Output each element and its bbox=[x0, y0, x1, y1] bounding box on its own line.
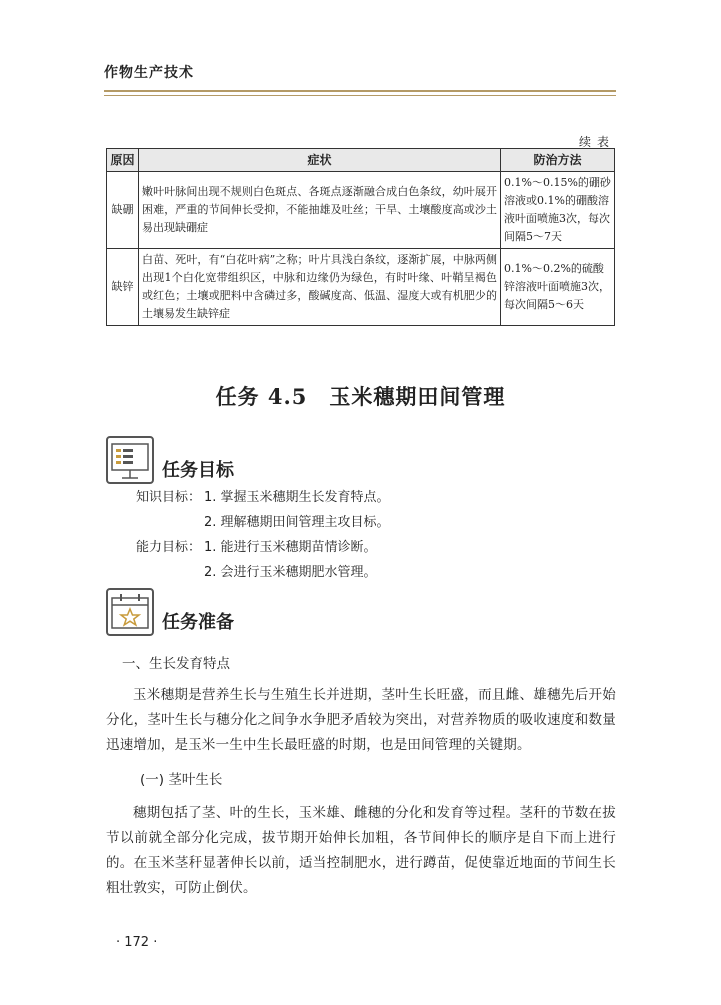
goals-heading-label: 任务目标 bbox=[162, 460, 234, 481]
table-continued-label: 续表 bbox=[578, 135, 615, 149]
treatment-cell: 0.1%～0.15%的硼砂溶液或0.1%的硼酸溶液叶面喷施3次，每次间隔5～7天 bbox=[501, 172, 615, 249]
subsection-heading: (一) 茎叶生长 bbox=[140, 772, 223, 788]
col-header-treatment: 防治方法 bbox=[501, 149, 615, 172]
symptom-cell: 嫩叶叶脉间出现不规则白色斑点、各斑点逐渐融合成白色条纹，幼叶展开困难，严重的节间伸长受抑，不能抽雄及吐丝；干旱、土壤酸度高或沙土易出现缺硼症 bbox=[139, 172, 501, 249]
deficiency-table bbox=[106, 148, 615, 326]
body-paragraph: 穗期包括了茎、叶的生长，玉米雄、雌穗的分化和发育等过程。茎秆的节数在拔节以前就全部分化完成，拔节期开始伸长加粗，各节间伸长的顺序是自下而上进行的。在玉米茎秆显著伸长以前，适当控制肥水，进行蹲苗，促使靠近地面的节间生长粗壮敦实，可防止倒伏。 bbox=[106, 805, 616, 896]
treatment-cell: 0.1%～0.2%的硫酸锌溶液叶面喷施3次，每次间隔5～6天 bbox=[501, 249, 615, 326]
header-rule bbox=[104, 90, 616, 92]
knowledge-goal-label: 知识目标： bbox=[136, 490, 202, 505]
ability-goal-item: 1. 能进行玉米穗期苗情诊断。 bbox=[204, 540, 377, 555]
table-row bbox=[107, 249, 615, 326]
page-number: · 172 · bbox=[116, 935, 158, 950]
cause-cell: 缺锌 bbox=[107, 249, 139, 326]
body-paragraph: 玉米穗期是营养生长与生殖生长并进期，茎叶生长旺盛，而且雌、雄穗先后开始分化，茎叶生长与穗分化之间争水争肥矛盾较为突出，对营养物质的吸收速度和数量迅速增加，是玉米一生中生长最旺盛的时期，也是田间管理的关键期。 bbox=[106, 687, 616, 753]
table-header-row bbox=[107, 149, 615, 172]
cause-cell: 缺硼 bbox=[107, 172, 139, 249]
presentation-board-icon bbox=[106, 436, 154, 484]
goals-heading bbox=[106, 436, 234, 484]
symptom-cell: 白苗、死叶，有“白花叶病”之称；叶片具浅白条纹，逐渐扩展，中脉两侧出现1个白化宽带组织区，中脉和边缘仍为绿色，有时叶缘、叶鞘呈褐色或红色；土壤或肥料中含磷过多，酸碱度高、低温、湿度大或有机肥少的土壤易发生缺锌症 bbox=[139, 249, 501, 326]
task-title: 任务 4.5 玉米穗期田间管理 bbox=[215, 384, 506, 409]
prep-heading-label: 任务准备 bbox=[162, 612, 234, 633]
header-rule-thin bbox=[104, 95, 616, 96]
ability-goal-label: 能力目标： bbox=[136, 540, 202, 555]
ability-goal-item: 2. 会进行玉米穗期肥水管理。 bbox=[204, 565, 377, 580]
running-title: 作物生产技术 bbox=[104, 65, 194, 81]
prep-heading bbox=[106, 588, 234, 636]
section-heading: 一、生长发育特点 bbox=[122, 656, 230, 672]
knowledge-goal-item: 1. 掌握玉米穗期生长发育特点。 bbox=[204, 490, 390, 505]
col-header-symptom: 症状 bbox=[139, 149, 501, 172]
table-row bbox=[107, 172, 615, 249]
calendar-star-icon bbox=[106, 588, 154, 636]
knowledge-goal-item: 2. 理解穗期田间管理主攻目标。 bbox=[204, 515, 390, 530]
col-header-cause: 原因 bbox=[107, 149, 139, 172]
